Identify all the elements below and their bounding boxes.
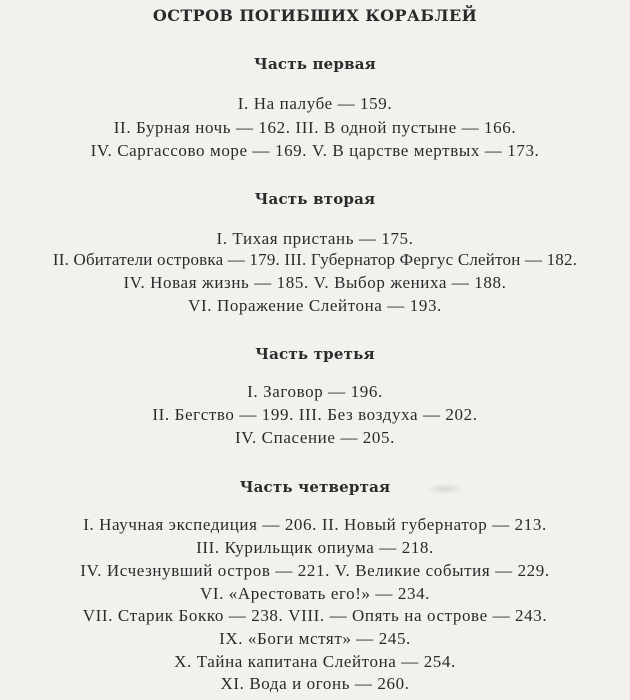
toc-line: IV. Спасение — 205. [235, 428, 395, 447]
part-heading: Часть третья [255, 345, 375, 363]
toc-line: XI. Вода и огонь — 260. [220, 674, 410, 693]
print-smudge [425, 483, 465, 495]
toc-line: I. Заговор — 196. [247, 382, 383, 401]
toc-line: I. На палубе — 159. [237, 94, 393, 113]
toc-line: II. Бурная ночь — 162. III. В одной пустыне — 166. [113, 118, 517, 137]
toc-line: I. Научная экспедиция — 206. II. Новый губернатор — 213. [83, 515, 547, 534]
part-heading: Часть первая [254, 55, 376, 73]
toc-line: I. Тихая пристань — 175. [216, 229, 414, 248]
toc-line: X. Тайна капитана Слейтона — 254. [174, 652, 456, 671]
toc-line: IV. Новая жизнь — 185. V. Выбор жениха — 188. [123, 273, 507, 292]
toc-line: IX. «Боги мстят» — 245. [219, 629, 411, 648]
toc-line: VII. Старик Бокко — 238. VIII. — Опять на острове — 243. [82, 606, 548, 625]
toc-line: II. Бегство — 199. III. Без воздуха — 202. [152, 405, 478, 424]
page-title: ОСТРОВ ПОГИБШИХ КОРАБЛЕЙ [152, 6, 478, 25]
toc-line: IV. Саргассово море — 169. V. В царстве мертвых — 173. [90, 141, 540, 160]
toc-line: II. Обитатели островка — 179. III. Губернатор Фергус Слейтон — 182. [52, 250, 578, 269]
toc-line: III. Курильщик опиума — 218. [196, 538, 434, 557]
part-heading: Часть четвертая [239, 478, 391, 496]
toc-line: VI. «Арестовать его!» — 234. [199, 584, 431, 603]
part-heading: Часть вторая [254, 190, 376, 208]
toc-line: VI. Поражение Слейтона — 193. [188, 296, 442, 315]
toc-line: IV. Исчезнувший остров — 221. V. Великие события — 229. [80, 561, 550, 580]
